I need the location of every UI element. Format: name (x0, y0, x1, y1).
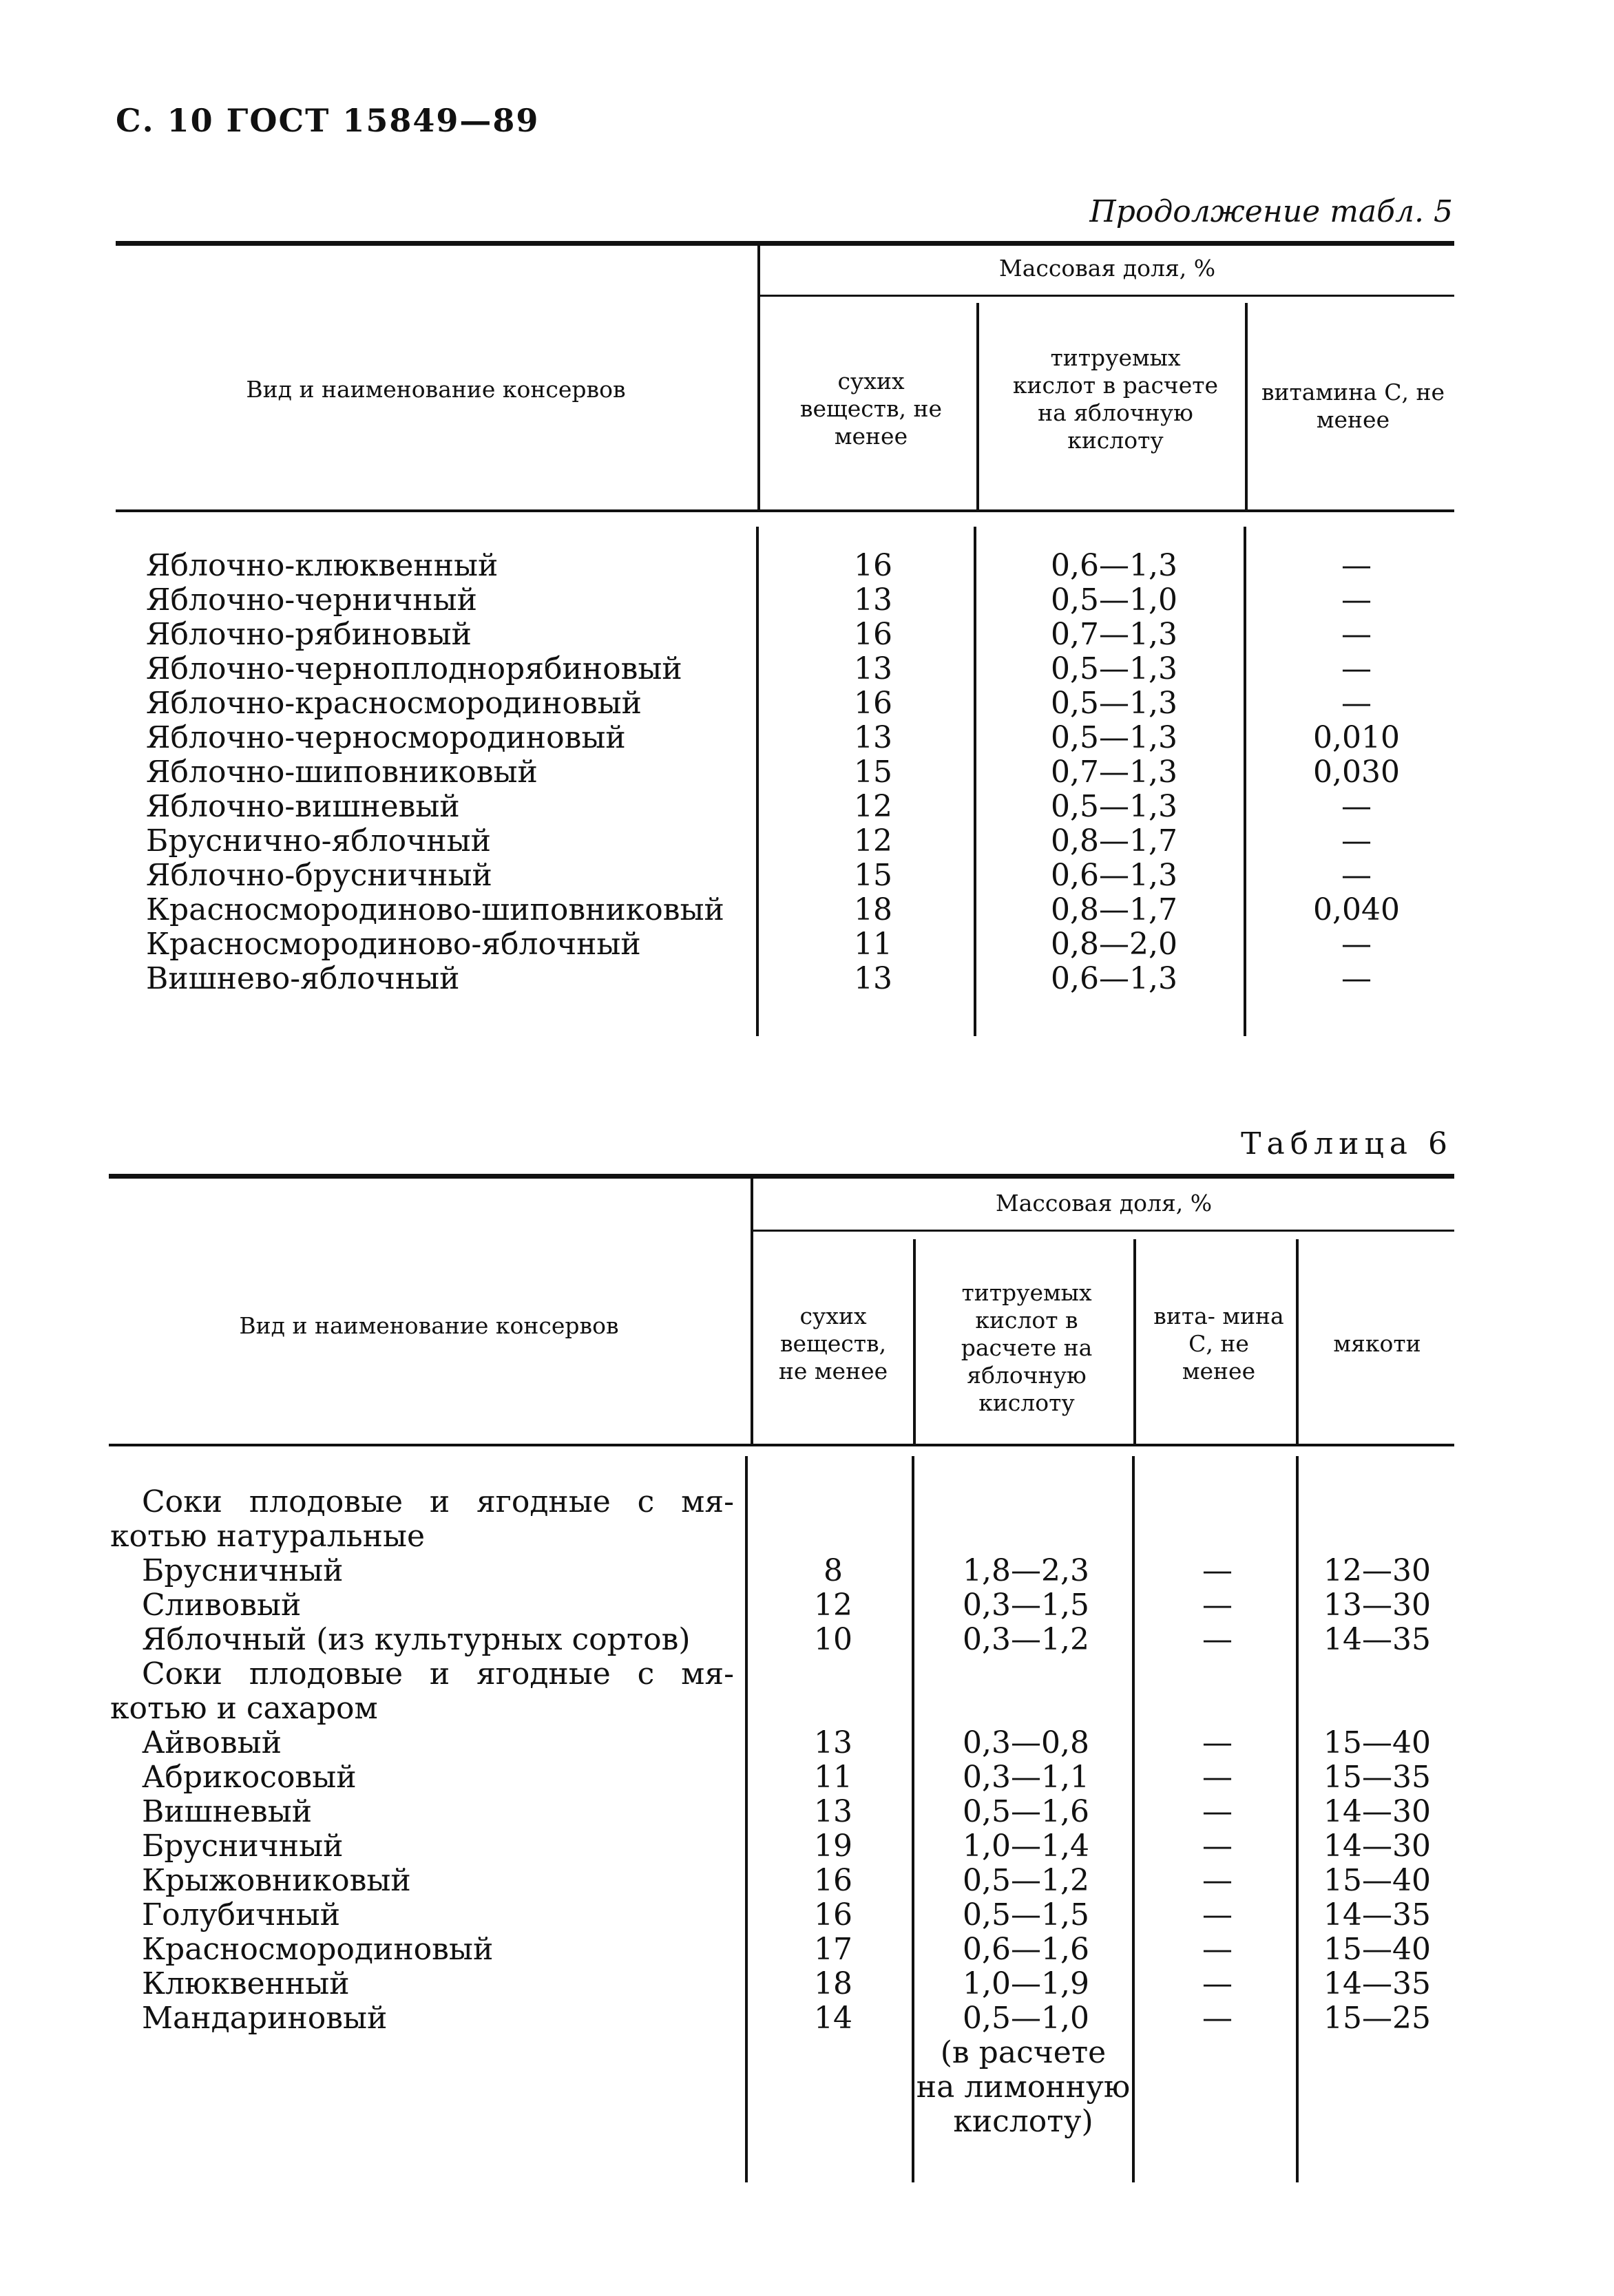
row-acid: 0,5—1,3 (1051, 720, 1177, 755)
row-name: Вишнево-яблочный (146, 961, 460, 996)
row-dry: 16 (814, 1897, 852, 1932)
row-name: Брусничный (142, 1553, 344, 1588)
row-pulp: 15—40 (1323, 1863, 1431, 1898)
table5-vline-3 (1245, 303, 1248, 511)
row-name: Мандариновый (142, 2001, 388, 2036)
row-pulp: 14—35 (1323, 1622, 1431, 1657)
table6-group-header: Массовая доля, % (995, 1190, 1213, 1217)
row-acid: 0,3—1,5 (963, 1588, 1089, 1623)
row-acid: 0,6—1,3 (1051, 548, 1177, 583)
row-vitc: — (1202, 1863, 1233, 1898)
row-acid: 1,0—1,9 (963, 1966, 1089, 2001)
row-dry: 16 (814, 1863, 852, 1898)
row-dry: 13 (854, 651, 892, 686)
row-acid: 0,5—1,2 (963, 1863, 1089, 1898)
row-vitc: — (1341, 789, 1372, 824)
row-name: Яблочно-шиповниковый (146, 755, 538, 790)
row-vitc: — (1341, 686, 1372, 721)
row-vitc: — (1202, 1794, 1233, 1829)
table5-vline-1 (757, 246, 760, 511)
row-acid: 0,5—1,3 (1051, 651, 1177, 686)
table5-continuation-caption: Продолжение табл. 5 (1089, 194, 1453, 229)
acid-note-line1: (в расчете (940, 2035, 1107, 2070)
row-name: Сливовый (142, 1588, 302, 1623)
row-acid: 0,3—1,1 (963, 1760, 1089, 1795)
row-dry: 15 (854, 858, 892, 893)
row-dry: 16 (854, 686, 892, 721)
row-name: Бруснично-яблочный (146, 823, 491, 859)
row-acid: 0,5—1,3 (1051, 789, 1177, 824)
table5-header-rule (116, 509, 1454, 512)
section-heading-line1: Соки плодовые и ягодные с мя- (142, 1484, 734, 1519)
row-acid: 0,6—1,3 (1051, 961, 1177, 996)
row-pulp: 15—35 (1323, 1760, 1431, 1795)
row-vitc: — (1202, 2001, 1233, 2036)
row-dry: 16 (854, 548, 892, 583)
row-acid: 1,8—2,3 (963, 1553, 1089, 1588)
row-pulp: 14—35 (1323, 1897, 1431, 1932)
row-vitc: — (1202, 1932, 1233, 1967)
row-name: Яблочно-вишневый (146, 789, 460, 824)
row-vitc: — (1341, 823, 1372, 859)
row-dry: 10 (814, 1622, 852, 1657)
row-acid: 0,5—1,3 (1051, 686, 1177, 721)
row-pulp: 12—30 (1323, 1553, 1431, 1588)
row-pulp: 14—30 (1323, 1829, 1431, 1864)
page-header: С. 10 ГОСТ 15849—89 (116, 102, 540, 139)
acid-note-line3: кислоту) (953, 2104, 1093, 2139)
table6-vline-3b (1132, 1456, 1135, 2182)
row-dry: 13 (854, 720, 892, 755)
table5-vline-3b (1244, 527, 1246, 1036)
row-acid: 0,6—1,3 (1051, 858, 1177, 893)
table6-vline-1b (745, 1456, 748, 2182)
row-dry: 16 (854, 617, 892, 652)
row-name: Брусничный (142, 1829, 344, 1864)
row-name: Красносмородиновый (142, 1932, 494, 1967)
row-vitc: — (1341, 927, 1372, 962)
row-vitc: — (1202, 1966, 1233, 2001)
row-acid: 0,5—1,5 (963, 1897, 1089, 1932)
row-acid: 0,6—1,6 (963, 1932, 1089, 1967)
table6-col-vitc-header: вита- мина С, не менее (1153, 1303, 1284, 1384)
row-vitc: — (1341, 582, 1372, 618)
row-acid: 0,8—1,7 (1051, 823, 1177, 859)
row-dry: 13 (814, 1794, 852, 1829)
table5-vline-2b (974, 527, 976, 1036)
row-dry: 19 (814, 1829, 852, 1864)
table6-caption: Таблица 6 (1241, 1126, 1453, 1161)
row-dry: 11 (854, 927, 892, 962)
row-vitc: — (1202, 1553, 1233, 1588)
row-name: Яблочно-клюквенный (146, 548, 499, 583)
row-name: Яблочно-красносмородиновый (146, 686, 642, 721)
table6-header-rule (109, 1444, 1454, 1446)
row-acid: 1,0—1,4 (963, 1829, 1089, 1864)
table6-group-rule (753, 1230, 1454, 1232)
row-vitc: — (1202, 1829, 1233, 1864)
table6-col-acid-header: титруемых кислот в расчете на яблочную кислоту (961, 1279, 1093, 1416)
row-name: Красносмородиново-яблочный (146, 927, 641, 962)
row-pulp: 13—30 (1323, 1588, 1431, 1623)
row-dry: 17 (814, 1932, 852, 1967)
table6-top-rule (109, 1174, 1454, 1179)
row-pulp: 14—30 (1323, 1794, 1431, 1829)
table5-col-dry-header: сухих веществ, не менее (799, 368, 943, 450)
section-heading-line2: котью и сахаром (110, 1691, 378, 1726)
table6-vline-3 (1133, 1239, 1136, 1445)
row-dry: 13 (854, 582, 892, 618)
row-name: Голубичный (142, 1897, 341, 1932)
row-acid: 0,3—0,8 (963, 1725, 1089, 1760)
row-name: Крыжовниковый (142, 1863, 411, 1898)
row-vitc: — (1341, 548, 1372, 583)
row-acid: 0,8—2,0 (1051, 927, 1177, 962)
table5-vline-2 (976, 303, 979, 511)
table5-group-rule (760, 295, 1454, 297)
row-dry: 13 (854, 961, 892, 996)
table6-col-name-header: Вид и наименование консервов (239, 1312, 619, 1339)
row-dry: 18 (814, 1966, 852, 2001)
table6-col-dry-header: сухих веществ, не менее (778, 1303, 888, 1384)
row-name: Айвовый (142, 1725, 282, 1760)
section-heading-line2: котью натуральные (110, 1519, 426, 1554)
row-pulp: 15—40 (1323, 1932, 1431, 1967)
table5-col-acid-header: титруемых кислот в расчете на яблочную кислоту (1012, 344, 1219, 454)
table6-vline-2 (913, 1239, 916, 1445)
section-heading-line1: Соки плодовые и ягодные с мя- (142, 1656, 734, 1692)
row-vitc: — (1341, 961, 1372, 996)
table5-vline-1b (756, 527, 759, 1036)
table6-col-pulp-header: мякоти (1333, 1330, 1421, 1357)
table5-top-rule (116, 241, 1454, 246)
row-dry: 14 (814, 2001, 852, 2036)
row-dry: 12 (854, 823, 892, 859)
row-name: Яблочно-черносмородиновый (146, 720, 626, 755)
row-acid: 0,5—1,0 (1051, 582, 1177, 618)
row-vitc: — (1202, 1760, 1233, 1795)
row-vitc: — (1202, 1897, 1233, 1932)
row-pulp: 15—40 (1323, 1725, 1431, 1760)
row-pulp: 15—25 (1323, 2001, 1431, 2036)
row-vitc: 0,030 (1313, 755, 1400, 790)
row-name: Вишневый (142, 1794, 313, 1829)
row-vitc: 0,010 (1313, 720, 1400, 755)
row-dry: 8 (824, 1553, 843, 1588)
row-acid: 0,8—1,7 (1051, 892, 1177, 927)
row-name: Клюквенный (142, 1966, 350, 2001)
row-name: Яблочно-черноплоднорябиновый (146, 651, 682, 686)
row-name: Яблочно-черничный (146, 582, 477, 618)
row-pulp: 14—35 (1323, 1966, 1431, 2001)
row-dry: 12 (854, 789, 892, 824)
row-vitc: — (1202, 1622, 1233, 1657)
row-acid: 0,7—1,3 (1051, 617, 1177, 652)
table5-col-vitc-header: витамина С, не менее (1261, 379, 1445, 433)
row-dry: 11 (814, 1760, 852, 1795)
row-vitc: — (1202, 1725, 1233, 1760)
row-acid: 0,5—1,0 (963, 2001, 1089, 2036)
row-dry: 15 (854, 755, 892, 790)
row-vitc: 0,040 (1313, 892, 1400, 927)
row-name: Абрикосовый (142, 1760, 357, 1795)
table6-vline-4b (1296, 1456, 1299, 2182)
table5-group-header: Массовая доля, % (998, 255, 1216, 282)
row-acid: 0,3—1,2 (963, 1622, 1089, 1657)
row-dry: 13 (814, 1725, 852, 1760)
row-dry: 12 (814, 1588, 852, 1623)
table5-col-name-header: Вид и наименование консервов (246, 376, 626, 403)
row-vitc: — (1341, 858, 1372, 893)
row-acid: 0,5—1,6 (963, 1794, 1089, 1829)
row-vitc: — (1202, 1588, 1233, 1623)
row-vitc: — (1341, 617, 1372, 652)
row-acid: 0,7—1,3 (1051, 755, 1177, 790)
acid-note-line2: на лимонную (916, 2069, 1131, 2105)
table6-vline-1 (751, 1179, 753, 1445)
row-vitc: — (1341, 651, 1372, 686)
row-name: Яблочно-брусничный (146, 858, 492, 893)
table6-vline-4 (1296, 1239, 1299, 1445)
row-name: Яблочный (из культурных сортов) (142, 1622, 691, 1657)
row-name: Красносмородиново-шиповниковый (146, 892, 724, 927)
row-dry: 18 (854, 892, 892, 927)
row-name: Яблочно-рябиновый (146, 617, 472, 652)
